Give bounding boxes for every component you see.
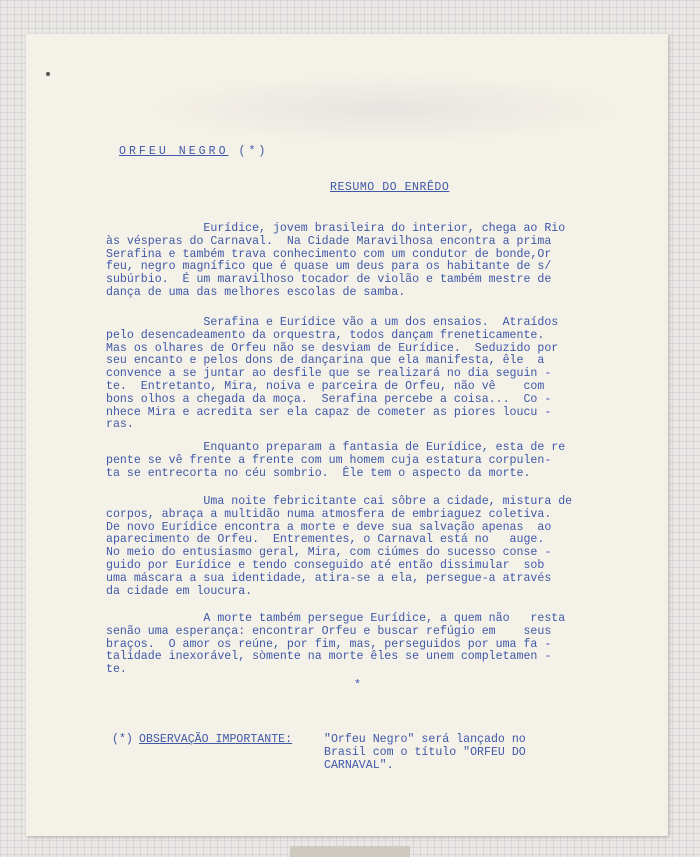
paragraph-4: Uma noite febricitante cai sôbre a cidade, mistura de corpos, abraça a multidão numa atmosfera de embriaguez coletiva. De novo Eurídice encontra a morte e deve sua salvação apenas ao aparecimento de Orfeu. Entrementes, o Carnaval está no auge. No meio do entusiasmo geral, Mira, com ciúmes do sucesso conse - guido por Eurídice e tendo conseguido até então dissimular sob uma máscara a sua identidade, atira-se a ela, persegue-a através da cidade em loucura. [106, 495, 573, 598]
punch-hole [46, 72, 50, 76]
title-footnote-mark: (*) [238, 145, 269, 158]
separator-star: * [354, 679, 361, 692]
paragraph-1: Eurídice, jovem brasileira do interior, chega ao Rio às vésperas do Carnaval. Na Cidade Maravilhosa encontra a prima Serafina e também trava conhecimento com um condutor de bonde,Or feu, negro magnífico que é quase um deus para os habitante de s/ subúrbio. É um maravilhoso tocador de violão e também mestre de dança de uma das melhores escolas de samba. [106, 222, 566, 299]
paragraph-3: Enquanto preparam a fantasia de Eurídice, esta de re pente se vê frente a frente com um homem cuja estatura corpulen- ta se entrecorta no céu sombrio. Êle tem o aspecto da morte. [106, 441, 566, 480]
note-footnote-mark: (*) [112, 733, 133, 746]
note-text: "Orfeu Negro" será lançado no Brasil com o título "ORFEU DO CARNAVAL". [324, 733, 526, 772]
typed-page [26, 34, 668, 836]
paragraph-5: A morte também persegue Eurídice, a quem não resta senão uma esperança: encontrar Orfeu e buscar refúgio em seus braços. O amor os reúne, por fim, mas, perseguidos por uma fa - talidade inexorável, sòmente na morte êles se unem completamen - te. [106, 612, 566, 677]
paragraph-2: Serafina e Eurídice vão a um dos ensaios. Atraídos pelo desencadeamento da orquestra, todos dançam freneticamente. Mas os olhares de Orfeu não se desviam de Eurídice. Seduzido por seu encanto e pelos dons de dançarina que ela manifesta, êle a convence a se juntar ao desfile que se realizará no dia seguin - te. Entretanto, Mira, noiva e parceira de Orfeu, não vê com bons olhos a chegada da moça. Serafina percebe a coisa... Co - nhece Mira e acredita ser ela capaz de cometer as piores loucu - ras. [106, 316, 559, 432]
title-text: ORFEU NEGRO [119, 145, 229, 158]
note-label: OBSERVAÇÃO IMPORTANTE: [139, 733, 293, 746]
document-title [119, 146, 268, 159]
bottom-tab [290, 846, 410, 857]
document-subtitle: RESUMO DO ENRÊDO [330, 181, 450, 194]
faded-letterhead [146, 74, 626, 144]
